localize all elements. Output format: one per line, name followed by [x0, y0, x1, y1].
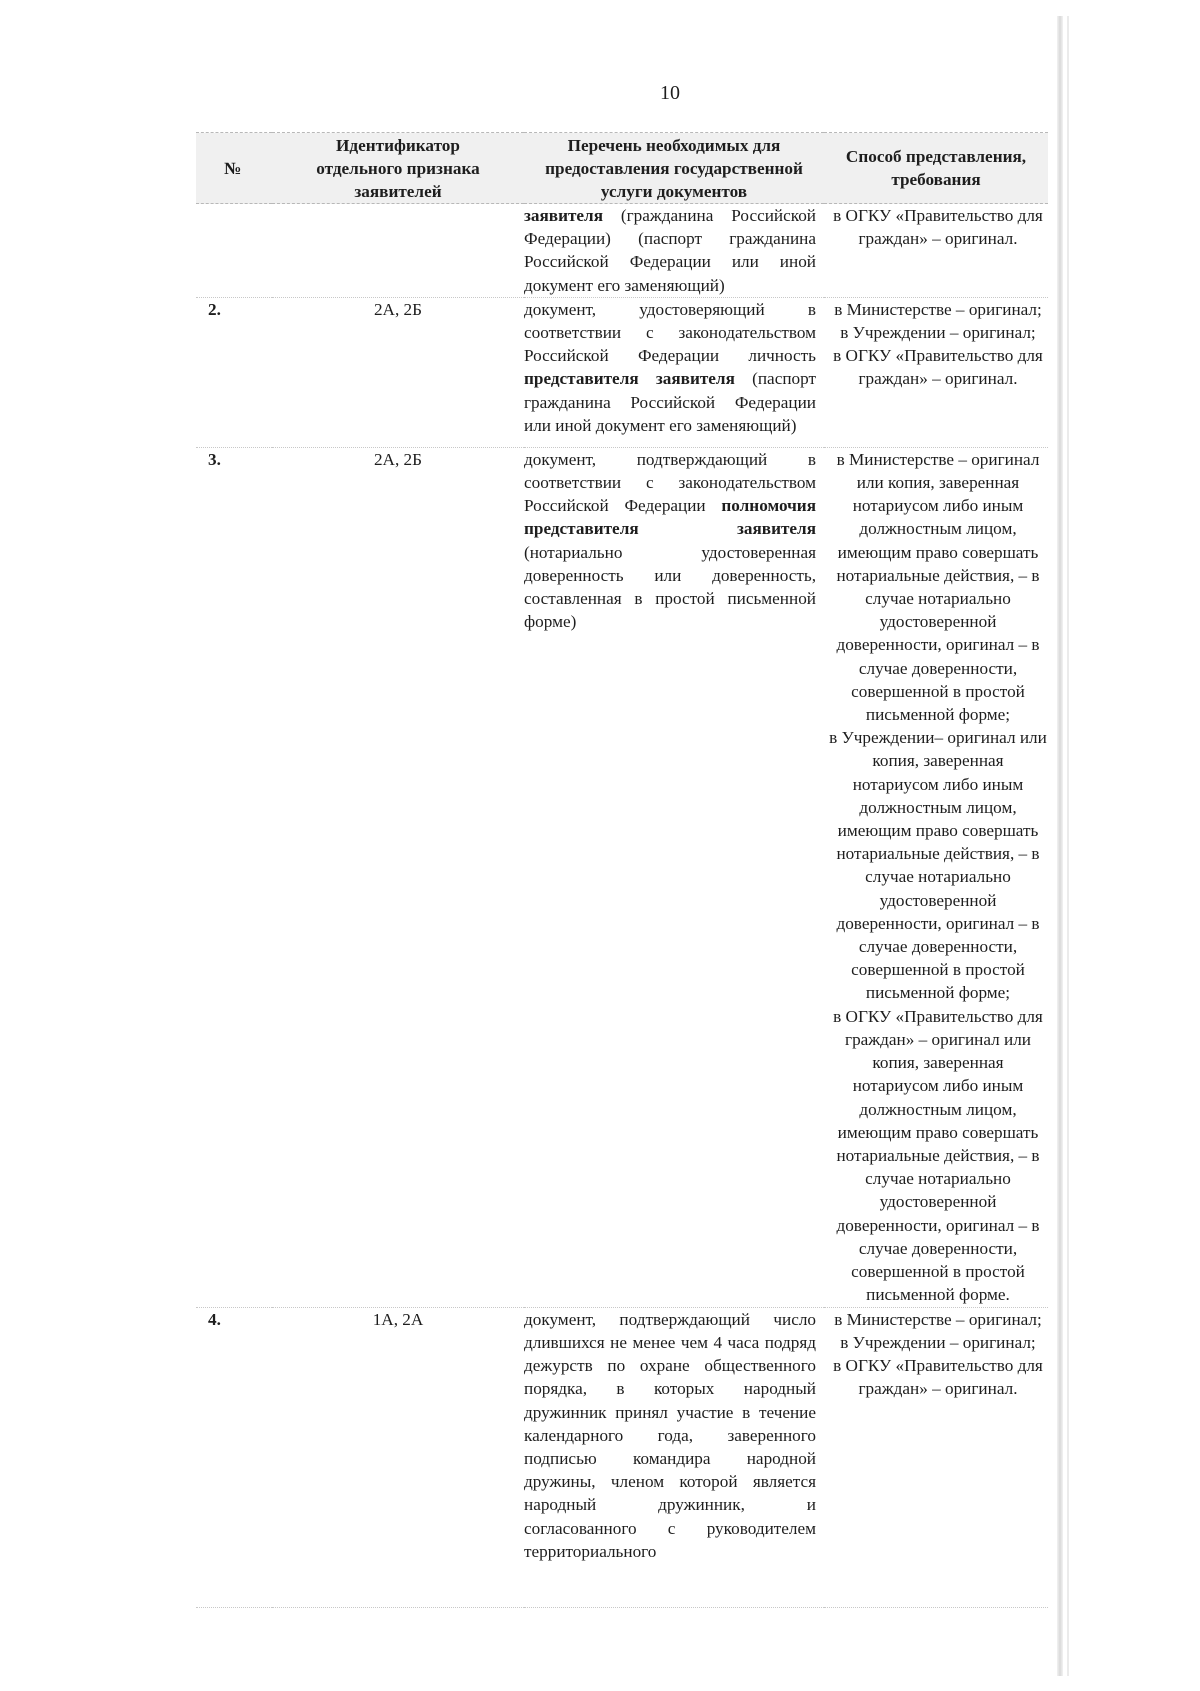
row-identifier: 1А, 2А [272, 1307, 524, 1607]
row-num [196, 204, 272, 298]
method-line: в Министерстве – оригинал; [834, 1309, 1042, 1329]
method-line: в Учреждении – оригинал; [840, 323, 1036, 343]
table-row [196, 447, 1048, 1307]
row-num: 4. [196, 1307, 272, 1607]
documents-bold: представителя заявителя [524, 369, 735, 389]
method-line: в ОГКУ «Правительство для граждан» – оригинал. [833, 206, 1043, 249]
documents-table [196, 132, 1048, 1608]
documents-bold: заявителя [524, 206, 603, 225]
row-method [824, 297, 1048, 447]
row-num: 2. [196, 297, 272, 447]
table-row [196, 297, 1048, 447]
row-documents [524, 297, 824, 447]
documents-text: (паспорт гражданина Российской Федерации или иной документ его заменяющий) [524, 369, 816, 435]
documents-text: документ, подтверждающий число длившихся не менее чем 4 часа подряд дежурств по охране общественного порядка, в которых народный дружинник принял участие в течение календарного года, заверенного подписью командира народной дружины, членом которой является народный дружинник, и согласованного с руководителем территориального [524, 1309, 816, 1561]
row-documents [524, 1307, 824, 1607]
row-identifier: 2А, 2Б [272, 447, 524, 1307]
row-method [824, 1307, 1048, 1607]
row-documents [524, 204, 824, 298]
documents-text: документ, подтверждающий в соответствии с законодательством Российской Федерации [524, 449, 816, 516]
page-number: 10 [660, 82, 680, 104]
method-line: в Учреждении – оригинал; [840, 1333, 1036, 1353]
scan-artifact-line [1057, 16, 1063, 1676]
method-line: в ОГКУ «Правительство для граждан» – оригинал. [833, 346, 1043, 389]
row-method [824, 447, 1048, 1307]
method-line: в ОГКУ «Правительство для граждан» – оригинал. [833, 1356, 1043, 1399]
row-method [824, 204, 1048, 298]
method-line: в Министерстве – оригинал; [834, 299, 1042, 319]
documents-text: документ, удостоверяющий в соответствии с законодательством Российской Федерации личность [524, 299, 816, 366]
table-row [196, 204, 1048, 298]
documents-text: (нотариально удостоверенная доверенность или доверенность, составленная в простой письменной форме) [524, 542, 816, 632]
header-documents: Перечень необходимых для предоставления государственной услуги документов [524, 133, 824, 204]
header-num: № [196, 133, 272, 204]
table-header [196, 133, 1048, 204]
documents-text: (гражданина Российской Федерации) (паспорт гражданина Российской Федерации или иной документ его заменяющий) [524, 206, 816, 295]
method-line: в ОГКУ «Правительство для граждан» – оригинал или копия, заверенная нотариусом либо иным должностным лицом, имеющим право совершать нотариальные действия, – в случае нотариально удостоверенной доверенности, оригинал – в случае доверенности, совершенной в простой письменной форме. [833, 1006, 1043, 1305]
row-documents [524, 447, 824, 1307]
row-identifier [272, 204, 524, 298]
row-num: 3. [196, 447, 272, 1307]
row-identifier: 2А, 2Б [272, 297, 524, 447]
scan-artifact-line [1067, 16, 1069, 1676]
method-line: в Учреждении– оригинал или копия, заверенная нотариусом либо иным должностным лицом, имеющим право совершать нотариальные действия, – в случае нотариально удостоверенной доверенности, оригинал – в случае доверенности, совершенной в простой письменной форме; [829, 728, 1047, 1003]
method-line: в Министерстве – оригинал или копия, заверенная нотариусом либо иным должностным лицом, имеющим право совершать нотариальные действия, – в случае нотариально удостоверенной доверенности, оригинал – в случае доверенности, совершенной в простой письменной форме; [836, 449, 1040, 725]
documents-bold: полномочия представителя заявителя [524, 496, 816, 539]
table-row [196, 1307, 1048, 1607]
header-identifier: Идентификатор отдельного признака заявителей [272, 133, 524, 204]
header-method: Способ представления, требования [824, 133, 1048, 204]
